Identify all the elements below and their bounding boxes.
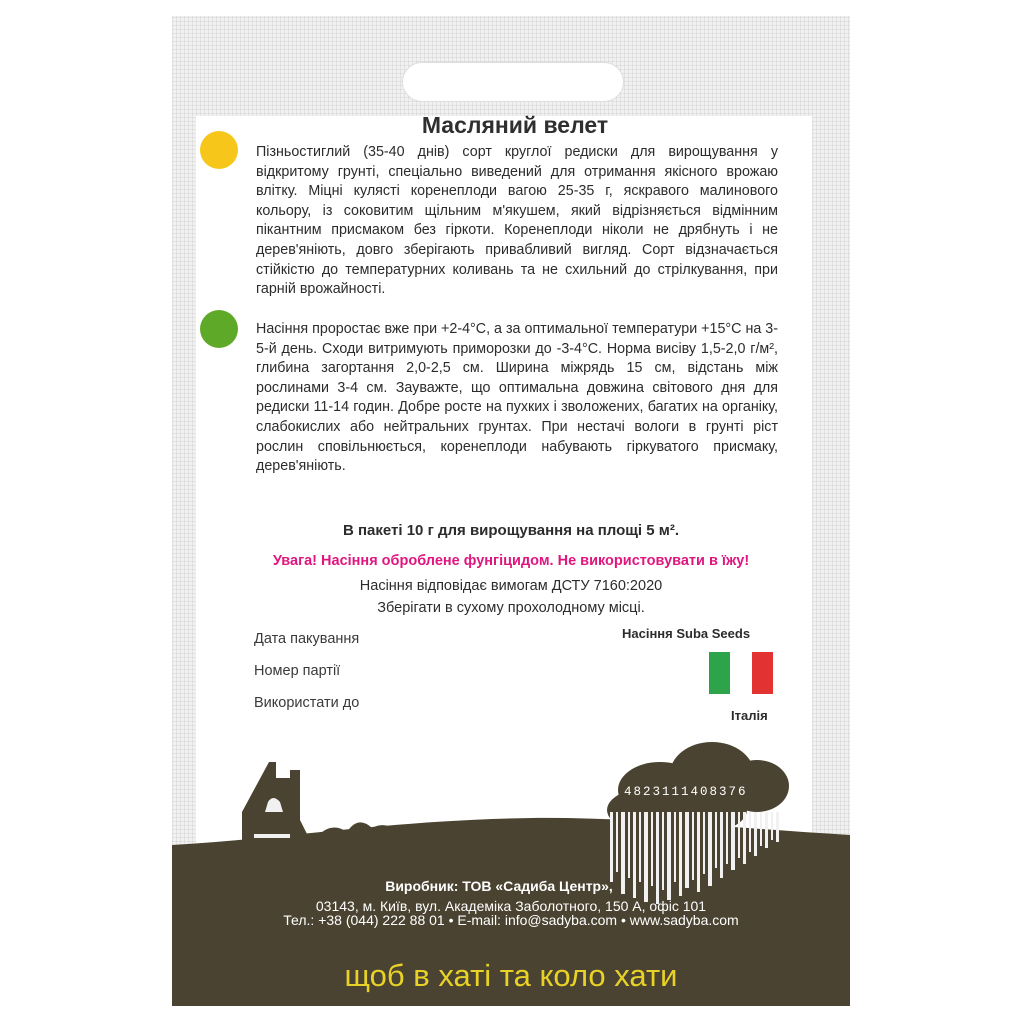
manufacturer-contacts: Тел.: +38 (044) 222 88 01 • E-mail: info@sadyba.com • www.sadyba.com <box>283 912 739 928</box>
product-title: Масляний велет <box>421 112 609 138</box>
description-variety: Пізньостиглий (35-40 днів) сорт круглої редиски для вирощування у відкритому грунті, спеціально виведений для отримання якісного врожаю влітку. Міцні кулясті коренеплоди вагою 25-35 г, яскравого малинового кольору, із соковитим щільним м'якушем, який відрізняється відмінним пікантним присмаком без гіркоти. Коренеплоди ніколи не дрябнуть і не дерев'яніють, довго зберігають привабливий вигляд. Сорт відзначається стійкістю до температурних коливань та не схильний до стрілкування, при гарній врожайності. <box>256 144 778 298</box>
hang-hole <box>402 62 624 102</box>
manufacturer-name: Виробник: ТОВ «Садиба Центр», <box>385 878 613 894</box>
storage-text: Зберігати в сухому прохолодному місці. <box>377 600 645 616</box>
flag-stripe-red <box>752 652 773 694</box>
brand-slogan: щоб в хаті та коло хати <box>344 958 678 993</box>
batch-label: Номер партії <box>254 663 341 679</box>
flag-stripe-green <box>709 652 730 694</box>
green-dot-icon <box>200 310 238 348</box>
use-by-label: Використати до <box>254 695 360 711</box>
treeline-shape <box>314 822 398 840</box>
standard-text: Насіння відповідає вимогам ДСТУ 7160:2020 <box>359 578 663 594</box>
packet-size-text: В пакеті 10 г для вирощування на площі 5 м². <box>342 522 680 539</box>
flag-stripe-white <box>730 652 751 694</box>
description-growing: Насіння проростає вже при +2-4°С, а за оптимальної температури +15°С на 3-5-й день. Сходи витримують приморозки до -3-4°С. Норма висіву 1,5-2,0 г/м², глибина загортання 2,0-2,5 см. Ширина міжрядь 15 см, відстань між рослинами 3-4 см. Зауважте, що оптимальна довжина світового дня для редиски 11-14 годин. Добре росте на пухких і зволожених, багатих на органіку, слабокислих або нейтральних грунтах. При нестачі вологи в грунті ріст рослин сповільнюється, коренеплоди набувають гіркуватого присмаку, дерев'яніють. <box>256 321 778 475</box>
house-icon <box>242 762 314 848</box>
manufacturer-address: 03143, м. Київ, вул. Академіка Заболотного, 150 А, офіс 101 <box>315 898 707 914</box>
italy-flag-icon <box>709 652 773 694</box>
yellow-dot-icon <box>200 131 238 169</box>
seed-brand: Насіння Suba Seeds <box>622 626 751 641</box>
pack-date-label: Дата пакування <box>254 631 360 647</box>
fungicide-warning: Увага! Насіння оброблене фунгіцидом. Не використовувати в їжу! <box>272 553 750 569</box>
origin-country: Італія <box>731 708 768 723</box>
barcode-number: 4823111408376 <box>624 785 748 799</box>
